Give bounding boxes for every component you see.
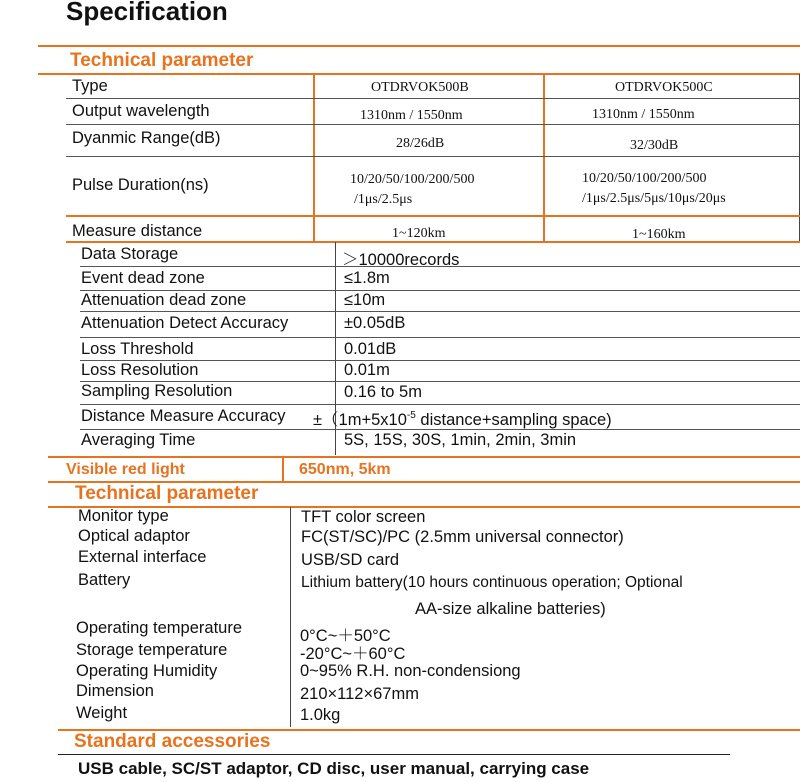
- general-label-operating-humidity: Operating Humidity: [76, 662, 218, 680]
- spec-label-data-storage: Data Storage: [81, 245, 179, 263]
- accuracy-prefix: ±（1m+5x10: [313, 411, 407, 429]
- model-c-type: OTDRVOK500C: [615, 80, 713, 95]
- spec-label-event-dead-zone: Event dead zone: [81, 269, 205, 287]
- model-c-measure-distance: 1~160km: [632, 227, 686, 242]
- spec-value-distance-measure-accuracy: [313, 406, 612, 430]
- model-b-pulse-line1: 10/20/50/100/200/500: [350, 172, 475, 187]
- row-divider: [80, 337, 800, 338]
- accuracy-suffix: distance+sampling space): [415, 411, 612, 429]
- spec-label-attenuation-detect-accuracy: Attenuation Detect Accuracy: [81, 314, 289, 332]
- spec-value-attenuation-detect-accuracy: ±0.05dB: [344, 314, 406, 332]
- spec-label-sampling-resolution: Sampling Resolution: [81, 382, 233, 400]
- row-divider: [66, 124, 800, 125]
- general-label-dimension: Dimension: [76, 682, 154, 700]
- section-divider: [58, 754, 730, 755]
- visible-red-light-value: 650nm, 5km: [299, 461, 391, 478]
- spec-value-data-storage: ＞10000records: [342, 251, 460, 269]
- spec-label-loss-resolution: Loss Resolution: [81, 361, 199, 379]
- general-value-storage-temperature: -20°C~＋60°C: [300, 645, 406, 663]
- section-heading-standard-accessories: Standard accessories: [74, 731, 271, 752]
- row-label-output-wavelength: Output wavelength: [72, 102, 210, 120]
- visible-red-light-label: Visible red light: [66, 461, 185, 478]
- general-label-external-interface: External interface: [78, 548, 207, 566]
- model-c-dynamic-range: 32/30dB: [630, 138, 679, 153]
- general-label-weight: Weight: [76, 704, 128, 722]
- general-label-operating-temperature: Operating temperature: [76, 619, 243, 637]
- general-label-storage-temperature: Storage temperature: [76, 641, 228, 659]
- row-divider: [66, 98, 800, 99]
- general-value-weight: 1.0kg: [300, 706, 341, 724]
- row-divider: [80, 404, 800, 405]
- accuracy-exponent: -5: [406, 410, 416, 421]
- model-b-pulse-line2: /1μs/2.5μs: [354, 192, 413, 207]
- general-label-optical-adaptor: Optical adaptor: [78, 527, 190, 545]
- model-b-measure-distance: 1~120km: [392, 226, 446, 241]
- model-b-type: OTDRVOK500B: [371, 80, 469, 95]
- model-c-pulse-line2: /1μs/2.5μs/5μs/10μs/20μs: [582, 191, 726, 206]
- section-divider: [38, 73, 800, 75]
- row-label-type: Type: [72, 77, 108, 95]
- general-label-battery: Battery: [78, 571, 131, 589]
- spec-value-loss-threshold: 0.01dB: [344, 340, 397, 358]
- general-value-battery-line1: Lithium battery(10 hours continuous operation; Optional: [301, 574, 683, 591]
- general-value-monitor-type: TFT color screen: [301, 508, 426, 526]
- row-label-pulse-duration: Pulse Duration(ns): [72, 176, 209, 194]
- spec-label-loss-threshold: Loss Threshold: [81, 340, 194, 358]
- spec-value-sampling-resolution: 0.16 to 5m: [344, 383, 422, 401]
- model-b-wavelength: 1310nm / 1550nm: [360, 108, 463, 123]
- section-heading-technical-parameter-general: Technical parameter: [75, 483, 259, 504]
- general-value-dimension: 210×112×67mm: [300, 685, 419, 703]
- column-divider: [290, 507, 291, 727]
- model-b-dynamic-range: 28/26dB: [396, 136, 445, 151]
- general-value-operating-temperature: 0°C~＋50°C: [300, 627, 391, 645]
- row-divider: [80, 311, 800, 312]
- spec-value-attenuation-dead-zone: ≤10m: [344, 291, 386, 309]
- general-value-external-interface: USB/SD card: [301, 551, 400, 569]
- general-value-optical-adaptor: FC(ST/SC)/PC (2.5mm universal connector): [301, 528, 624, 546]
- general-label-monitor-type: Monitor type: [78, 507, 169, 525]
- model-c-wavelength: 1310nm / 1550nm: [592, 107, 695, 122]
- section-divider: [48, 456, 800, 458]
- spec-label-averaging-time: Averaging Time: [81, 431, 196, 449]
- row-divider: [66, 215, 800, 217]
- row-label-measure-distance: Measure distance: [72, 222, 203, 240]
- spec-value-loss-resolution: 0.01m: [344, 361, 390, 379]
- section-heading-technical-parameter: Technical parameter: [70, 50, 254, 71]
- spec-label-distance-measure-accuracy: Distance Measure Accuracy: [81, 407, 286, 425]
- accessories-list: USB cable, SC/ST adaptor, CD disc, user manual, carrying case: [78, 759, 590, 778]
- row-divider: [66, 156, 800, 157]
- column-divider: [282, 457, 284, 481]
- section-divider: [38, 45, 800, 47]
- spec-value-event-dead-zone: ≤1.8m: [344, 269, 390, 287]
- row-label-dynamic-range: Dyanmic Range(dB): [72, 129, 221, 147]
- spec-label-attenuation-dead-zone: Attenuation dead zone: [81, 291, 247, 309]
- page-title: Specification: [66, 0, 228, 26]
- general-value-battery-line2: AA-size alkaline batteries): [415, 600, 606, 618]
- model-c-pulse-line1: 10/20/50/100/200/500: [582, 171, 707, 186]
- general-value-operating-humidity: 0~95% R.H. non-condensiong: [300, 662, 521, 680]
- spec-value-averaging-time: 5S, 15S, 30S, 1min, 2min, 3min: [344, 431, 577, 449]
